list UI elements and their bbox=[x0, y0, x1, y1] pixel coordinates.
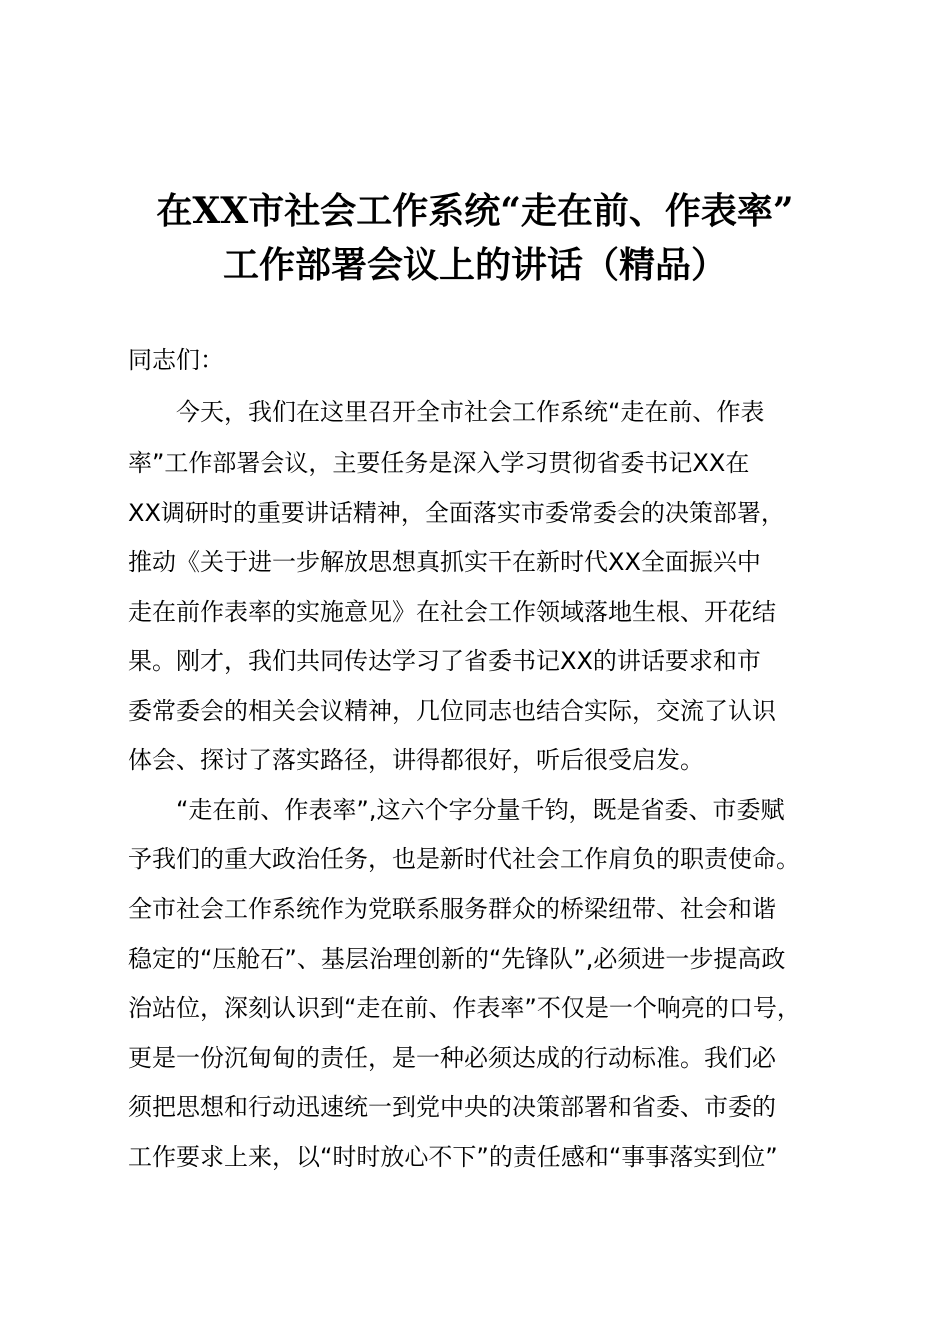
salutation: 同志们： bbox=[128, 346, 224, 374]
paragraph-line: “走在前、作表率”,这六个字分量千钧，既是省委、市委赋 bbox=[176, 796, 785, 824]
paragraph-line: 须把思想和行动迅速统一到党中央的决策部署和省委、市委的 bbox=[128, 1093, 776, 1121]
paragraph-line: 治站位，深刻认识到“走在前、作表率”不仅是一个响亮的口号， bbox=[128, 994, 801, 1022]
paragraph-line: 率”工作部署会议，主要任务是深入学习贯彻省委书记XX在 bbox=[128, 449, 750, 477]
paragraph-line: XX调研时的重要讲话精神，全面落实市委常委会的决策部署， bbox=[128, 499, 785, 527]
paragraph-line: 推动《关于进一步解放思想真抓实干在新时代XX全面振兴中 bbox=[128, 548, 761, 576]
paragraph-line: 委常委会的相关会议精神，几位同志也结合实际，交流了认识 bbox=[128, 697, 776, 725]
paragraph-line: 今天，我们在这里召开全市社会工作系统“走在前、作表 bbox=[176, 398, 765, 426]
paragraph-line: 果。刚才，我们共同传达学习了省委书记XX的讲话要求和市 bbox=[128, 647, 761, 675]
document-title-line-2: 工作部署会议上的讲话（精品） bbox=[222, 244, 727, 286]
document-title-line-1: 在XX市社会工作系统“走在前、作表率” bbox=[156, 190, 794, 232]
paragraph-line: 全市社会工作系统作为党联系服务群众的桥梁纽带、社会和谐 bbox=[128, 895, 776, 923]
paragraph-line: 稳定的“压舱石”、基层治理创新的“先锋队”,必须进一步提高政 bbox=[128, 945, 786, 973]
paragraph-line: 走在前作表率的实施意见》在社会工作领域落地生根、开花结 bbox=[128, 598, 776, 626]
paragraph-line: 体会、探讨了落实路径，讲得都很好，听后很受启发。 bbox=[128, 746, 704, 774]
paragraph-line: 更是一份沉甸甸的责任，是一种必须达成的行动标准。我们必 bbox=[128, 1044, 776, 1072]
paragraph-line: 工作要求上来，以“时时放心不下”的责任感和“事事落实到位” bbox=[128, 1143, 778, 1171]
paragraph-line: 予我们的重大政治任务，也是新时代社会工作肩负的职责使命。 bbox=[128, 845, 800, 873]
